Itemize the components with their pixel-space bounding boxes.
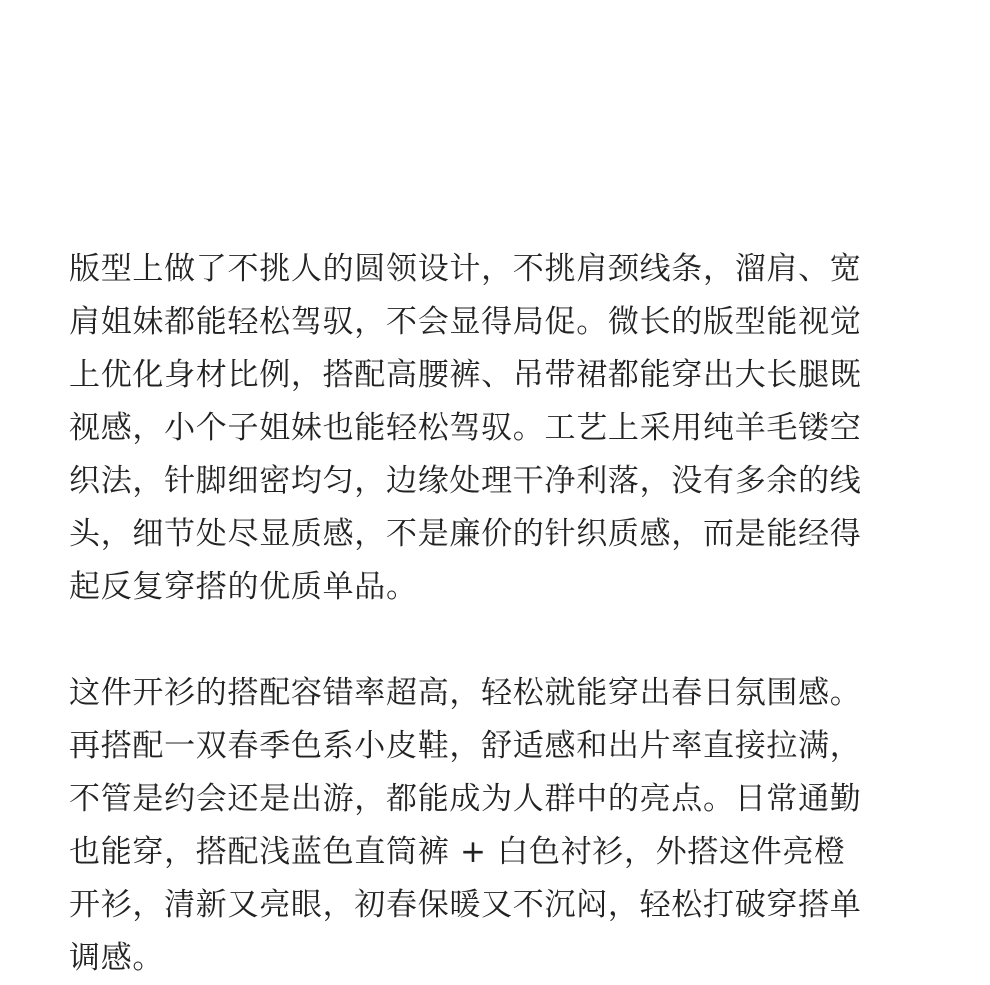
text-line: 不管是约会还是出游，都能成为人群中的亮点。日常通勤 xyxy=(69,781,862,817)
paragraph-styling-tips xyxy=(69,667,921,985)
text-line: 也能穿，搭配浅蓝色直筒裤 + 白色衬衫，外搭这件亮橙 xyxy=(69,834,846,870)
text-line: 织法，针脚细密均匀，边缘处理干净利落，没有多余的线 xyxy=(69,463,862,499)
text-line: 起反复穿搭的优质单品。 xyxy=(69,569,418,605)
article-body xyxy=(69,243,921,985)
text-line: 再搭配一双春季色系小皮鞋，舒适感和出片率直接拉满， xyxy=(69,728,862,764)
text-line: 视感，小个子姐妹也能轻松驾驭。工艺上采用纯羊毛镂空 xyxy=(69,410,862,446)
text-line: 上优化身材比例，搭配高腰裤、吊带裙都能穿出大长腿既 xyxy=(69,357,862,393)
paragraph-fit-and-craft xyxy=(69,243,921,614)
text-line: 头，细节处尽显质感，不是廉价的针织质感，而是能经得 xyxy=(69,516,862,552)
text-line: 开衫，清新又亮眼，初春保暖又不沉闷，轻松打破穿搭单 xyxy=(69,887,862,923)
text-line: 这件开衫的搭配容错率超高，轻松就能穿出春日氛围感。 xyxy=(69,675,862,711)
text-line: 调感。 xyxy=(69,940,165,976)
text-line: 版型上做了不挑人的圆领设计，不挑肩颈线条，溜肩、宽 xyxy=(69,251,862,287)
text-line: 肩姐妹都能轻松驾驭，不会显得局促。微长的版型能视觉 xyxy=(69,304,862,340)
